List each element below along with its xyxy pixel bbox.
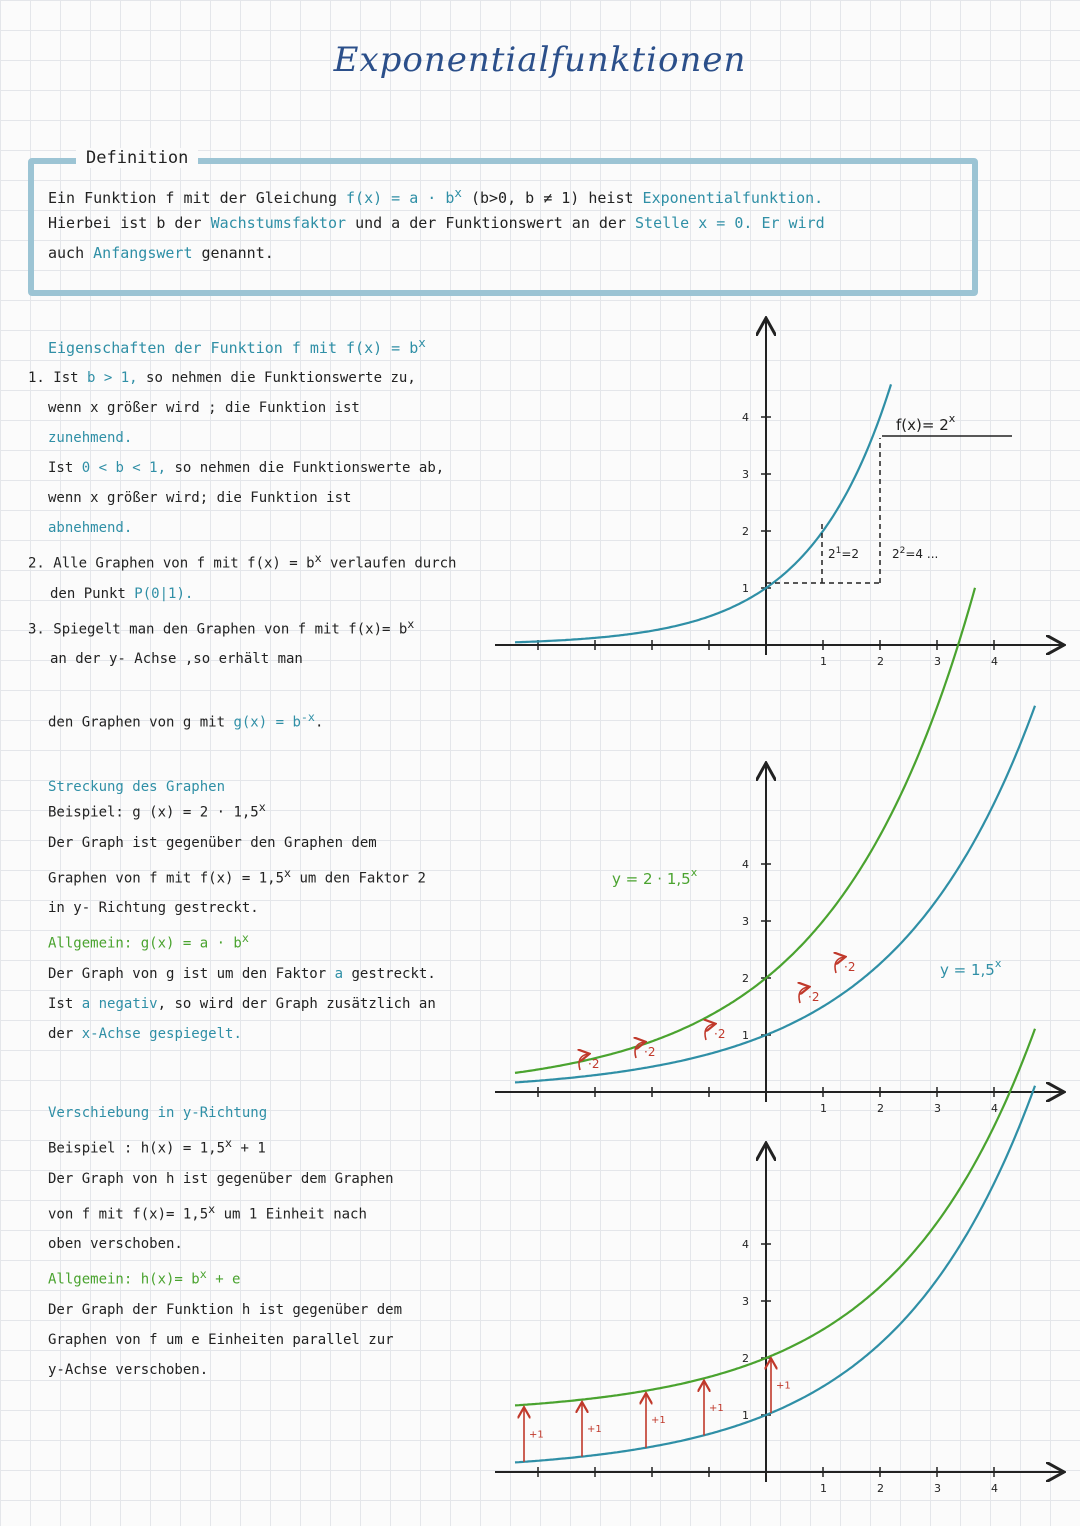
stretch-line: Beispiel: g $(x) = 2 \cdot 1,5^x$	[48, 800, 266, 821]
factor-label: ·2	[588, 1057, 600, 1071]
def-text: genannt.	[201, 244, 274, 262]
stretch-line: Der Graph von g ist um den Faktor a gestreckt.	[48, 965, 436, 982]
def-formula: f(x) = a · b	[346, 189, 455, 207]
def-text: Stelle x = 0. Er wird	[635, 214, 825, 232]
graph-2	[495, 588, 1062, 1115]
def-text: und a der Funktionswert an der	[355, 214, 626, 232]
factor-label: ·2	[644, 1045, 656, 1059]
x-tick-label: 2	[877, 1102, 884, 1115]
def-text: Hierbei ist b der	[48, 214, 202, 232]
shift-line: Der Graph der Funktion h ist gegenüber dem	[48, 1301, 403, 1318]
shift-line: y-Achse verschoben.	[48, 1361, 209, 1378]
def-text: (b>0, b ≠ 1) heist	[470, 189, 634, 207]
x-tick-label: 4	[991, 655, 998, 668]
y-tick-label: 3	[742, 1295, 749, 1308]
shift-line: Allgemein: $h(x)= b^x + e$	[48, 1267, 241, 1288]
shift-label: +1	[709, 1402, 724, 1414]
stretch-line: Graphen von f mit $f(x) = 1,5^x$ um den Faktor 2	[48, 865, 426, 887]
stretch-line: in y- Richtung gestreckt.	[48, 900, 259, 917]
stretch-line: Ist a negativ, so wird der Graph zusätzlich an	[48, 995, 436, 1012]
y-tick-label: 1	[742, 582, 749, 595]
curve-1-5-pow-x	[515, 706, 1035, 1083]
factor-label: ·2	[844, 960, 856, 974]
prop-line: an der y- Achse ,so erhält man	[50, 651, 303, 668]
prop-line: den Graphen von g mit $g(x) = b^{-x}$.	[48, 710, 324, 731]
stretch-line: Allgemein: $g(x) = a \cdot b^x$	[48, 931, 249, 952]
stretch-line: Der Graph ist gegenüber den Graphen dem	[48, 834, 377, 851]
stretch-line: der x-Achse gespiegelt.	[48, 1025, 242, 1042]
curve-2x1-5-pow-x	[515, 588, 975, 1073]
y-tick-label: 4	[742, 1238, 749, 1251]
y-tick-label: 2	[742, 1352, 749, 1365]
factor-arrow	[835, 957, 844, 973]
green-curve-label: $y = 2 \cdot 1,5^x$	[612, 866, 698, 888]
curve-original	[515, 1086, 1035, 1463]
y-tick-label: 4	[742, 411, 749, 424]
def-exp: x	[454, 185, 462, 200]
shift-label: +1	[529, 1429, 544, 1441]
prop-line: 3. Spiegelt man den Graphen von f mit $f(x)= b^x$	[28, 616, 415, 638]
factor-arrow	[799, 987, 808, 1003]
stretch-heading: Streckung des Graphen	[48, 779, 226, 795]
def-term: Exponentialfunktion.	[642, 189, 824, 207]
annotation-2-pow-1: $2^1=2$	[828, 546, 860, 561]
definition-label: Definition	[76, 148, 198, 168]
prop-line: zunehmend.	[48, 430, 133, 446]
x-tick-label: 1	[820, 1482, 827, 1495]
def-text: Ein Funktion f mit der Gleichung	[48, 189, 337, 207]
factor-label: ·2	[714, 1027, 726, 1041]
shift-line: von f mit $f(x)= 1,5^x$ um 1 Einheit nach	[48, 1201, 367, 1223]
y-tick-label: 1	[742, 1029, 749, 1042]
y-tick-label: 2	[742, 972, 749, 985]
x-tick-label: 1	[820, 655, 827, 668]
y-tick-label: 4	[742, 858, 749, 871]
prop-line: 2. Alle Graphen von f mit $f(x) = b^x$ verlaufen durch	[28, 551, 457, 572]
x-tick-label: 4	[991, 1482, 998, 1495]
y-tick-label: 3	[742, 915, 749, 928]
x-tick-label: 3	[934, 1482, 941, 1495]
x-tick-label: 2	[877, 1482, 884, 1495]
shift-line: oben verschoben.	[48, 1236, 183, 1253]
y-tick-label: 1	[742, 1409, 749, 1422]
y-tick-label: 2	[742, 525, 749, 538]
shift-label: +1	[651, 1415, 666, 1427]
prop-line: abnehmend.	[48, 520, 133, 536]
curve-shifted	[515, 1029, 1035, 1406]
x-tick-label: 3	[934, 1102, 941, 1115]
shift-line: Beispiel : $h(x) = 1,5^x + 1$	[48, 1136, 266, 1157]
graph-3	[495, 1029, 1062, 1526]
y-tick-label: 3	[742, 468, 749, 481]
properties-heading: Eigenschaften der Funktion f mit $f(x) = b^x$	[48, 335, 426, 357]
annotation-2-pow-2: $2^2=4$ ...	[892, 546, 939, 561]
prop-line: 1. Ist b > 1, so nehmen die Funktionswerte zu,	[28, 370, 416, 386]
page-title: Exponentialfunktionen	[333, 40, 747, 80]
shift-line: Graphen von f um e Einheiten parallel zur	[48, 1331, 394, 1348]
shift-heading: Verschiebung in y-Richtung	[48, 1105, 268, 1121]
def-term: Anfangswert	[93, 244, 193, 262]
factor-label: ·2	[808, 990, 820, 1004]
prop-line: wenn x größer wird ; die Funktion ist	[48, 400, 360, 416]
f-label: $f(x)= 2^x$	[896, 412, 956, 434]
x-tick-label: 4	[991, 1102, 998, 1115]
def-text: auch	[48, 244, 85, 262]
graph-1	[495, 320, 1062, 668]
shift-label: +1	[776, 1380, 791, 1392]
teal-curve-label: $y = 1,5^x$	[940, 957, 1002, 979]
curve-2-pow-x	[515, 384, 891, 642]
factor-arrow	[705, 1024, 714, 1040]
shift-label: +1	[587, 1424, 602, 1436]
x-tick-label: 2	[877, 655, 884, 668]
prop-line: Ist 0 < b < 1, so nehmen die Funktionswerte ab,	[48, 460, 445, 476]
prop-line: wenn x größer wird; die Funktion ist	[48, 490, 352, 506]
x-tick-label: 1	[820, 1102, 827, 1115]
prop-line: den Punkt P(0|1).	[50, 585, 194, 602]
shift-line: Der Graph von h ist gegenüber dem Graphen	[48, 1170, 394, 1187]
x-tick-label: 3	[934, 655, 941, 668]
def-term: Wachstumsfaktor	[210, 214, 347, 232]
